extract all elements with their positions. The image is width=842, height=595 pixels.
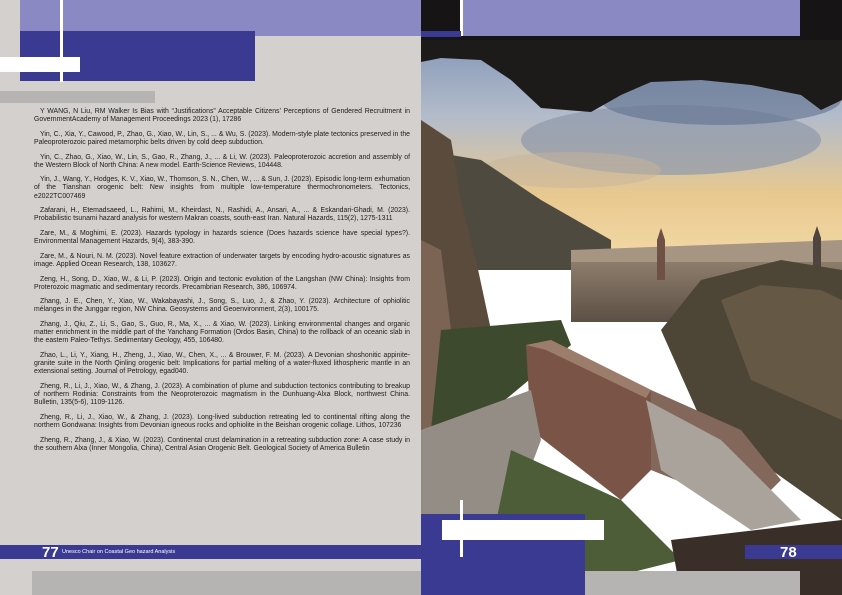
reference-item: Zeng, H., Song, D., Xiao, W., & Li, P. (2023). Origin and tectonic evolution of the Langshan (NW China): Insights from Proterozoic magmatic and sedimentary records. Precambrian Research, 386, 106974. bbox=[34, 275, 410, 291]
reference-item: Zhao, L., Li, Y., Xiang, H., Zheng, J., Xiao, W., Chen, X., ... & Brouwer, F. M. (2023). A Devonian shoshonitic appinite-granite suite in the North Qinling orogenic belt: Implications for partial melting of a water-fluxed lithospheric mantle in an extensional setting. Journal of Petrology, egad040. bbox=[34, 352, 410, 376]
reference-item: Yin, C., Xia, Y., Cawood, P., Zhao, G., Xiao, W., Lin, S., ... & Wu, S. (2023). Modern-style plate tectonics preserved in the Paleoproterozoic paired metamorphic belts driven by cold deep subduction. bbox=[34, 130, 410, 146]
page-number-left: 77 bbox=[42, 544, 59, 561]
castle-photo bbox=[421, 0, 842, 595]
footer-gray-band-right bbox=[585, 571, 800, 595]
reference-item: Zare, M., & Moghimi, E. (2023). Hazards typology in hazards science (Does hazards science have special types?). Environmental Management Hazards, 9(4), 383-390. bbox=[34, 230, 410, 246]
top-lavender-band-right bbox=[461, 0, 800, 36]
navy-strip-right bbox=[421, 31, 461, 37]
page-number-right: 78 bbox=[780, 544, 797, 561]
white-tab-right bbox=[442, 520, 604, 540]
footer-caption: Unesco Chair on Coastal Geo hazard Analysis bbox=[62, 549, 176, 555]
reference-item: Zheng, R., Zhang, J., & Xiao, W. (2023). Continental crust delamination in a retreating subduction zone: A case study in the southern Alxa (Inner Mongolia, China), Central Asian Orogenic Belt. Geological Society of America Bulletin bbox=[34, 436, 410, 452]
gray-bar-left bbox=[0, 91, 155, 103]
white-tab-left bbox=[0, 57, 80, 72]
reference-item: Zheng, R., Li, J., Xiao, W., & Zhang, J. (2023). A combination of plume and subduction tectonics contributing to breakup of northern Rodinia: Constraints from the Neoproterozoic magmatism in the Dunhuang-Alxa Block, northwest China. Bulletin, 135(5-6), 1109-1126. bbox=[34, 382, 410, 407]
reference-item: Zafarani, H., Etemadsaeed, L., Rahimi, M., Kheirdast, N., Rashidi, A., Ansari, A., ... & Eskandari-Ghadi, M. (2023). Probabilistic tsunami hazard analysis for western Makran coasts, south-east Iran. Natural Hazards, 115(2), 1275-1311 bbox=[34, 207, 410, 223]
vertical-white-line-left bbox=[60, 0, 63, 82]
reference-item: Zare, M., & Nouri, N. M. (2023). Novel feature extraction of underwater targets by encoding hydro-acoustic signatures as image. Applied Ocean Research, 138, 103627. bbox=[34, 252, 410, 268]
vertical-white-line-bottom bbox=[460, 500, 463, 557]
reference-item: Yin, C., Zhao, G., Xiao, W., Lin, S., Gao, R., Zhang, J., ... & Li, W. (2023). Paleoproterozoic accretion and assembly of the Western Block of North China: A new model. Earth-Science Reviews, 104448. bbox=[34, 153, 410, 169]
navy-header-block bbox=[20, 31, 255, 81]
reference-item: Zhang, J. E., Chen, Y., Xiao, W., Wakabayashi, J., Song, S., Luo, J., & Zhao, Y. (2023). Architecture of ophiolitic mélanges in the Junggar region, NW China. Geosystems and Geoenvironment, 2(3), 100175. bbox=[34, 298, 410, 314]
reference-item: Zheng, R., Li, J., Xiao, W., & Zhang, J. (2023). Long-lived subduction retreating led to continental rifting along the northern Gondwana: Insights from Devonian igneous rocks and ophiolite in the Beishan orogenic collage. Lithos, 107236 bbox=[34, 413, 410, 429]
reference-item: Y WANG, N Liu, RM Walker Is Bias with “Justifications” Acceptable Citizens’ Perceptions of Gendered Recruitment in GovernmentAcademy of Management Proceedings 2023 (1), 17286 bbox=[34, 108, 410, 124]
reference-list bbox=[34, 108, 410, 459]
reference-item: Zhang, J., Qiu, Z., Li, S., Gao, S., Guo, R., Ma, X., ... & Xiao, W. (2023). Linking environmental changes and organic matter enrichment in the middle part of the Yanchang Formation (Ordos Basin, China) to the rollback of an oceanic slab in the eastern Paleo-Tethys. Sedimentary Geology, 455, 106480. bbox=[34, 321, 410, 345]
footer-gray-band-left bbox=[32, 571, 421, 595]
castle-view-illustration bbox=[421, 0, 842, 595]
reference-item: Yin, J., Wang, Y., Hodges, K. V., Xiao, W., Thomson, S. N., Chen, W., ... & Sun, J. (2023). Episodic long-term exhumation of the Tianshan orogenic belt: New insights from multiple low-temperature thermochronometers. Tectonics, e2022TC007469 bbox=[34, 176, 410, 200]
